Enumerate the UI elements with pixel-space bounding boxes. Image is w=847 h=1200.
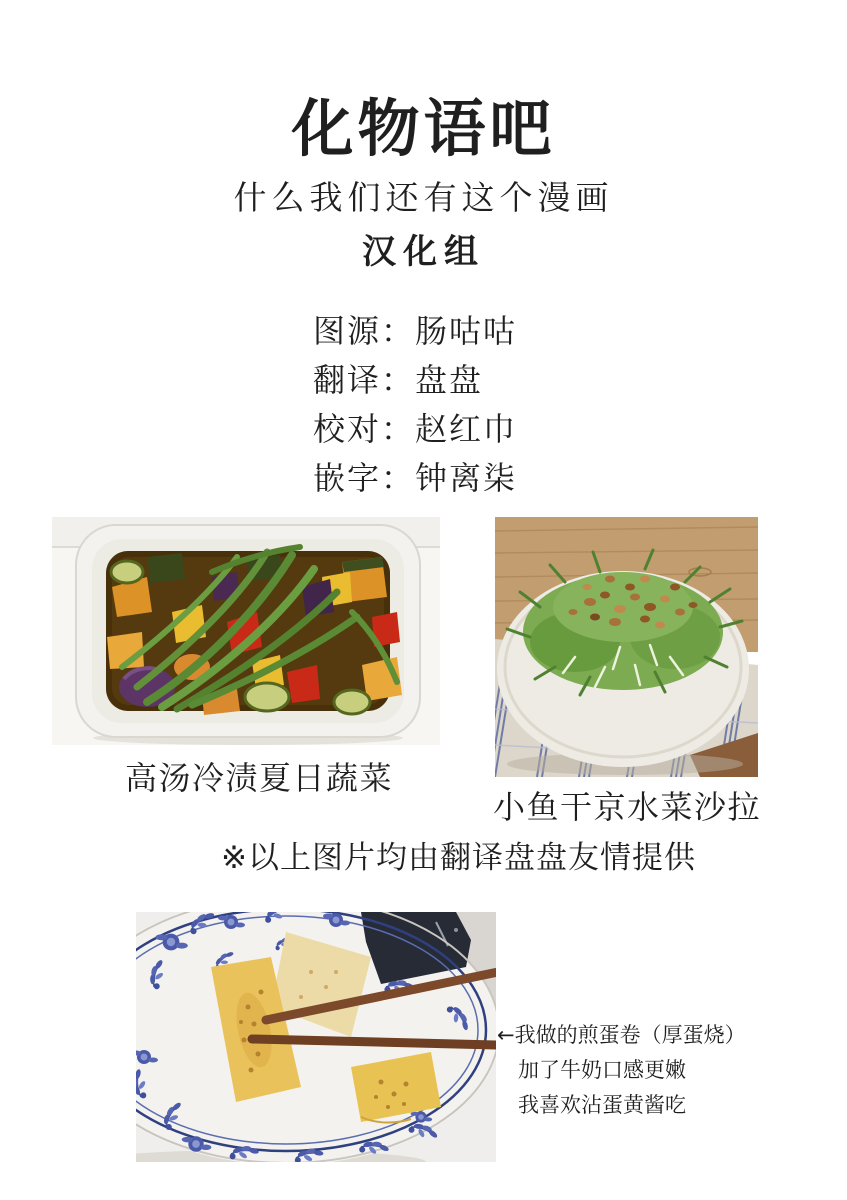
caption-mizuna-salad: 小鱼干京水菜沙拉 — [493, 788, 762, 826]
photo-summer-vegetables — [52, 517, 440, 745]
image-credit-note: ※以上图片均由翻译盘盘友情提供 — [221, 840, 696, 876]
credit-name: 赵红巾 — [415, 410, 518, 448]
tamagoyaki-illustration — [136, 912, 496, 1162]
annotation-line-1: ←我做的煎蛋卷（厚蛋烧） — [497, 1023, 746, 1047]
summer-vegetables-illustration — [52, 517, 440, 745]
credit-row-proofread — [313, 409, 517, 458]
tamagoyaki-annotation — [497, 1018, 746, 1123]
credit-name: 肠咕咕 — [415, 312, 518, 350]
credit-row-typeset — [313, 458, 517, 507]
credit-role: 校对： — [313, 410, 416, 448]
credit-role: 嵌字： — [313, 459, 416, 497]
credit-name: 盘盘 — [415, 361, 484, 399]
credit-role: 图源： — [313, 312, 416, 350]
credit-row-source — [313, 311, 517, 360]
group-name: 汉化组 — [362, 232, 485, 272]
photo-tamagoyaki — [136, 912, 496, 1162]
page-title: 化物语吧 — [291, 92, 556, 165]
credit-role: 翻译： — [313, 361, 416, 399]
credits-list — [313, 311, 517, 507]
page-subtitle: 什么我们还有这个漫画 — [233, 178, 614, 217]
credit-name: 钟离柒 — [415, 459, 518, 497]
mizuna-salad-illustration — [495, 517, 758, 777]
photo-mizuna-salad — [495, 517, 758, 777]
credit-row-translation — [313, 360, 517, 409]
annotation-line-2: 加了牛奶口感更嫩 — [518, 1058, 686, 1082]
annotation-line-3: 我喜欢沾蛋黄酱吃 — [518, 1093, 686, 1117]
caption-summer-vegetables: 高汤冷渍夏日蔬菜 — [125, 759, 394, 797]
